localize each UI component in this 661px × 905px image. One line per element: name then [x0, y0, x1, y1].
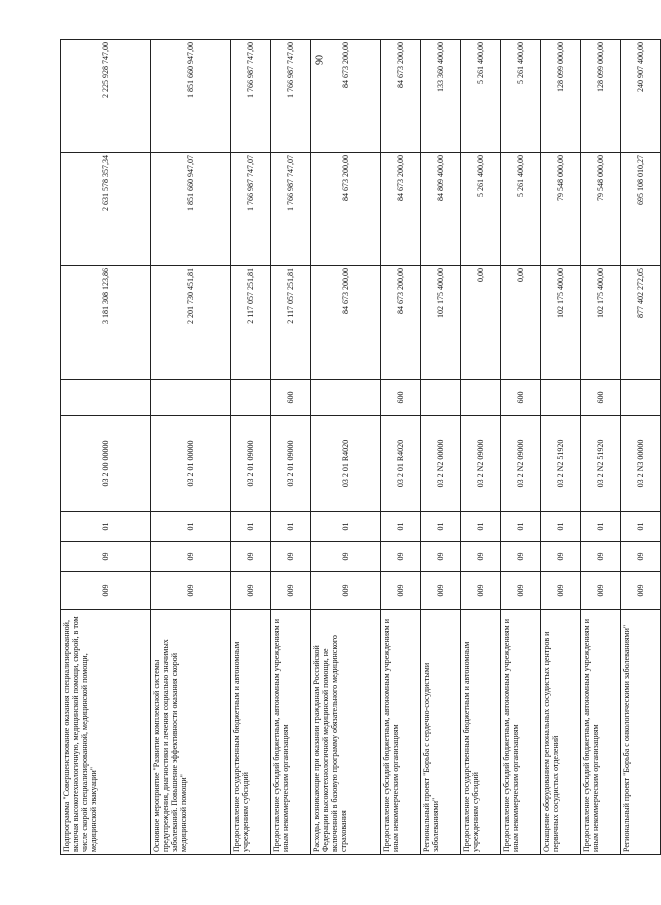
- section-code: 09: [271, 542, 311, 572]
- row-name: Оснащение оборудованием региональных сосудистых центров и первичных сосудистых отделений: [541, 610, 581, 855]
- page-number: 90: [314, 55, 326, 65]
- subsection-code: 01: [381, 512, 421, 542]
- section-code: 09: [421, 542, 461, 572]
- target-article-code: 03 2 N2 09000: [461, 416, 501, 512]
- ministry-code: 009: [461, 572, 501, 610]
- amount-year-3: 2 225 928 747,00: [61, 40, 151, 153]
- table-row: [151, 40, 231, 855]
- subsection-code: 01: [621, 512, 661, 542]
- row-name: Региональный проект "Борьба с онкологическими заболеваниями": [621, 610, 661, 855]
- target-article-code: 03 2 00 00000: [61, 416, 151, 512]
- subsection-code: 01: [461, 512, 501, 542]
- expense-type-code: 600: [501, 380, 541, 416]
- table-row: [581, 40, 621, 855]
- amount-year-1: 102 175 400,00: [581, 266, 621, 380]
- table-row: [421, 40, 461, 855]
- amount-year-2: 84 673 200,00: [311, 153, 381, 266]
- ministry-code: 009: [501, 572, 541, 610]
- amount-year-2: 79 548 000,00: [581, 153, 621, 266]
- row-name: Региональный проект "Борьба с сердечно-сосудистыми заболеваниями": [421, 610, 461, 855]
- amount-year-3: 84 673 200,00: [311, 40, 381, 153]
- amount-year-3: 5 261 400,00: [501, 40, 541, 153]
- budget-table-body: [61, 40, 661, 855]
- amount-year-3: 1 766 987 747,00: [231, 40, 271, 153]
- row-name: Предоставление субсидий бюджетным, автономным учреждениям и иным некоммерческим организациям: [501, 610, 541, 855]
- subsection-code: 01: [421, 512, 461, 542]
- expense-type-code: [541, 380, 581, 416]
- section-code: 09: [151, 542, 231, 572]
- ministry-code: 009: [271, 572, 311, 610]
- row-name: Предоставление государственным бюджетным и автономным учреждениям субсидий: [461, 610, 501, 855]
- subsection-code: 01: [541, 512, 581, 542]
- amount-year-2: 1 851 660 947,07: [151, 153, 231, 266]
- row-name: Расходы, возникающие при оказании гражданам Российской Федерации высокотехнологичной медицинской помощи, не включенной в базовую программу обязательного медицинского страхования: [311, 610, 381, 855]
- section-code: 09: [581, 542, 621, 572]
- ministry-code: 009: [621, 572, 661, 610]
- target-article-code: 03 2 01 09000: [231, 416, 271, 512]
- amount-year-3: 84 673 200,00: [381, 40, 421, 153]
- row-name: Предоставление субсидий бюджетным, автономным учреждениям и иным некоммерческим организациям: [581, 610, 621, 855]
- table-row: [231, 40, 271, 855]
- amount-year-2: 5 261 400,00: [501, 153, 541, 266]
- amount-year-1: 2 201 730 451,81: [151, 266, 231, 380]
- amount-year-2: 84 809 400,00: [421, 153, 461, 266]
- target-article-code: 03 2 N2 51920: [581, 416, 621, 512]
- row-name: Подпрограмма "Совершенствование оказания специализированной, включая высокотехнологичную, медицинской помощи, скорой, в том числе скорой специализированной, медицинской помощи, медицинской эвакуации": [61, 610, 151, 855]
- ministry-code: 009: [421, 572, 461, 610]
- amount-year-1: 2 117 057 251,81: [271, 266, 311, 380]
- table-row: [501, 40, 541, 855]
- amount-year-3: 240 907 400,00: [621, 40, 661, 153]
- amount-year-1: 102 175 400,00: [421, 266, 461, 380]
- amount-year-1: 0,00: [501, 266, 541, 380]
- amount-year-1: 2 117 057 251,81: [231, 266, 271, 380]
- amount-year-2: 2 631 578 357,34: [61, 153, 151, 266]
- ministry-code: 009: [151, 572, 231, 610]
- ministry-code: 009: [541, 572, 581, 610]
- section-code: 09: [461, 542, 501, 572]
- subsection-code: 01: [151, 512, 231, 542]
- amount-year-2: 695 108 010,27: [621, 153, 661, 266]
- row-name: Основное мероприятие "Развитие комплексной системы предупреждения, диагностики и лечения социально значимых заболеваний. Повышение эффективности оказания скорой медицинской помощи": [151, 610, 231, 855]
- expense-type-code: [421, 380, 461, 416]
- ministry-code: 009: [311, 572, 381, 610]
- section-code: 09: [621, 542, 661, 572]
- table-row: [381, 40, 421, 855]
- target-article-code: 03 2 01 R4020: [311, 416, 381, 512]
- amount-year-2: 1 766 987 747,07: [231, 153, 271, 266]
- budget-table: [60, 39, 661, 855]
- table-row: [61, 40, 151, 855]
- target-article-code: 03 2 N2 51920: [541, 416, 581, 512]
- target-article-code: 03 2 01 R4020: [381, 416, 421, 512]
- section-code: 09: [231, 542, 271, 572]
- target-article-code: 03 2 01 09000: [271, 416, 311, 512]
- row-name: Предоставление субсидий бюджетным, автономным учреждениям и иным некоммерческим организациям: [381, 610, 421, 855]
- target-article-code: 03 2 N3 00000: [621, 416, 661, 512]
- amount-year-1: 102 175 400,00: [541, 266, 581, 380]
- row-name: Предоставление субсидий бюджетным, автономным учреждениям и иным некоммерческим организациям: [271, 610, 311, 855]
- target-article-code: 03 2 N2 09000: [501, 416, 541, 512]
- amount-year-1: 877 402 272,05: [621, 266, 661, 380]
- amount-year-1: 3 181 308 123,86: [61, 266, 151, 380]
- subsection-code: 01: [581, 512, 621, 542]
- ministry-code: 009: [61, 572, 151, 610]
- expense-type-code: [231, 380, 271, 416]
- amount-year-1: 84 673 200,00: [311, 266, 381, 380]
- target-article-code: 03 2 01 00000: [151, 416, 231, 512]
- subsection-code: 01: [501, 512, 541, 542]
- rotated-table-frame: [60, 40, 645, 855]
- expense-type-code: 600: [381, 380, 421, 416]
- amount-year-3: 128 099 000,00: [541, 40, 581, 153]
- expense-type-code: [621, 380, 661, 416]
- amount-year-1: 84 673 200,00: [381, 266, 421, 380]
- expense-type-code: [311, 380, 381, 416]
- subsection-code: 01: [231, 512, 271, 542]
- amount-year-3: 1 851 660 947,00: [151, 40, 231, 153]
- expense-type-code: [61, 380, 151, 416]
- subsection-code: 01: [61, 512, 151, 542]
- section-code: 09: [541, 542, 581, 572]
- table-row: [541, 40, 581, 855]
- row-name: Предоставление государственным бюджетным и автономным учреждениям субсидий: [231, 610, 271, 855]
- amount-year-3: 5 261 400,00: [461, 40, 501, 153]
- amount-year-2: 5 261 400,00: [461, 153, 501, 266]
- amount-year-2: 84 673 200,00: [381, 153, 421, 266]
- expense-type-code: 600: [581, 380, 621, 416]
- ministry-code: 009: [231, 572, 271, 610]
- expense-type-code: [151, 380, 231, 416]
- amount-year-2: 79 548 000,00: [541, 153, 581, 266]
- expense-type-code: [461, 380, 501, 416]
- table-row: [271, 40, 311, 855]
- subsection-code: 01: [271, 512, 311, 542]
- amount-year-3: 1 766 987 747,00: [271, 40, 311, 153]
- ministry-code: 009: [381, 572, 421, 610]
- amount-year-2: 1 766 987 747,07: [271, 153, 311, 266]
- table-row: [621, 40, 661, 855]
- section-code: 09: [311, 542, 381, 572]
- section-code: 09: [61, 542, 151, 572]
- amount-year-3: 133 360 400,00: [421, 40, 461, 153]
- subsection-code: 01: [311, 512, 381, 542]
- target-article-code: 03 2 N2 00000: [421, 416, 461, 512]
- budget-table-container: [60, 40, 645, 855]
- section-code: 09: [501, 542, 541, 572]
- table-row: [461, 40, 501, 855]
- ministry-code: 009: [581, 572, 621, 610]
- expense-type-code: 600: [271, 380, 311, 416]
- section-code: 09: [381, 542, 421, 572]
- amount-year-1: 0,00: [461, 266, 501, 380]
- amount-year-3: 128 099 000,00: [581, 40, 621, 153]
- table-row: [311, 40, 381, 855]
